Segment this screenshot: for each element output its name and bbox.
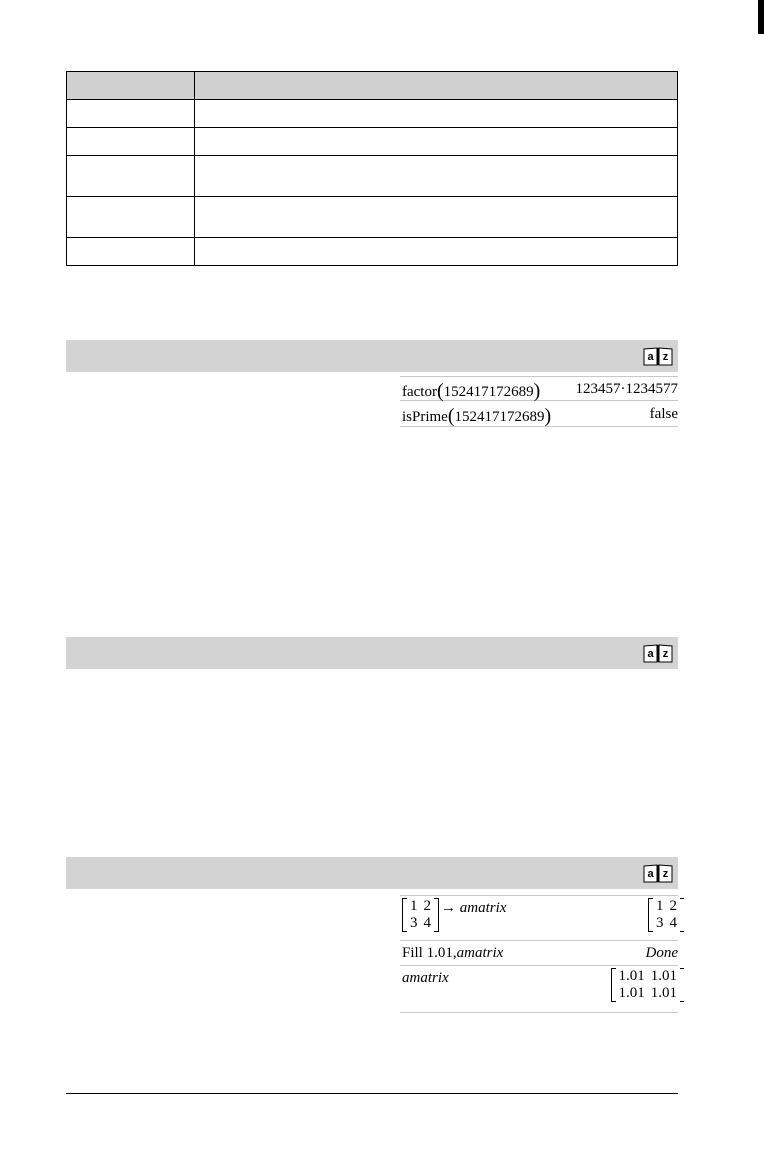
footer-rule [66,1093,678,1094]
page-edge-marker [758,0,764,34]
table-row [67,156,678,197]
calc-result: Done [645,945,678,961]
calc-entry-row [400,941,678,966]
fill-example-pane [400,895,678,1013]
calc-result: 123457·1234577 [575,381,678,397]
table-header-row [67,72,678,100]
calc-input: factor(152417172689) [402,380,541,402]
svg-text:z: z [662,868,669,880]
svg-text:z: z [662,351,669,363]
calc-entry-row [400,377,678,401]
catalog-book-icon [643,864,673,883]
calc-result [611,968,685,1006]
svg-text:a: a [647,648,654,660]
table-row [67,128,678,156]
svg-text:z: z [662,648,669,660]
catalog-book-icon [643,644,673,663]
calc-entry-row [400,896,678,941]
section-header-bar [66,857,678,889]
catalog-book-icon [643,347,673,366]
calc-entry-row [400,401,678,427]
table-row [67,100,678,128]
svg-text:a: a [647,868,654,880]
info-table [66,71,678,266]
calc-input: Fill 1.01,amatrix [402,945,504,961]
result-matrix: 1 2 3 4 [648,898,684,932]
calc-result [648,898,684,936]
calc-input: amatrix [402,970,449,986]
calc-result: false [649,406,678,422]
matrix: 1 2 3 4 [402,898,439,932]
section-header-bar [66,340,678,372]
calc-entry-row [400,966,678,1013]
calc-input: 1 2 3 4 → amatrix [402,898,506,936]
svg-text:a: a [647,351,654,363]
result-matrix: 1.01 1.01 1.01 1.01 [611,968,685,1002]
table-row [67,197,678,238]
table-row [67,238,678,266]
section-header-bar [66,637,678,669]
store-arrow: → [441,900,456,916]
factor-example-pane [400,376,678,427]
calc-input: isPrime(152417172689) [402,405,552,427]
